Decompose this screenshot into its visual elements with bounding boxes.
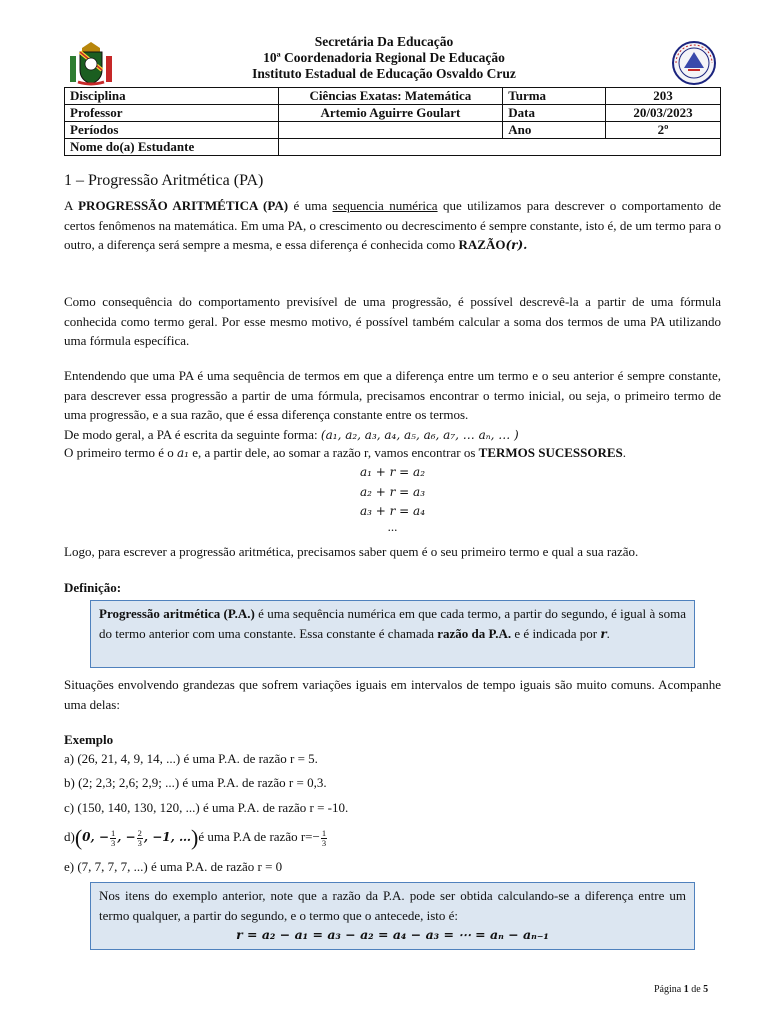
note-text: Nos itens do exemplo anterior, note que a razão da P.A. pode ser obtida calculando-se a diferença entre um termo qualquer, a partir do segundo, e o termo que o antecede, isto é: (99, 888, 686, 923)
intro-text-b: é uma (288, 198, 333, 213)
header-institute: Instituto Estadual de Educação Osvaldo Cruz (252, 66, 516, 81)
footer-of: de (691, 984, 701, 995)
example-d-text: é uma P.A de razão r=− (198, 829, 320, 844)
equations-block (64, 463, 721, 532)
consequence-paragraph: Como consequência do comportamento previsível de uma progressão, é possível descrevê-la a partir de uma fórmula conhecida como termo geral. Por esse mesmo motivo, é possível também calcular a soma dos termos de uma PA utilizando uma fórmula específica. (64, 294, 721, 348)
footer-page-number: 1 (683, 984, 689, 995)
situations-paragraph: Situações envolvendo grandezas que sofrem variações iguais em intervalos de tempo iguais são muito comuns. Acompanhe uma delas: (64, 677, 721, 712)
footer-total-pages: 5 (703, 984, 709, 995)
first-term-line (64, 443, 721, 464)
definition-ratio: razão da P.A. (437, 625, 512, 641)
first-term-text-a: O primeiro termo é o (64, 445, 177, 460)
info-table (64, 87, 721, 156)
frac-num: 1 (110, 827, 116, 838)
intro-paragraph (64, 196, 721, 256)
periods-label: Períodos (65, 122, 279, 139)
school-header (0, 34, 768, 82)
ratio-formula: r = a₂ − a₁ = a₃ − a₂ = a₄ − a₃ = ⋯ = aₙ − aₙ₋₁ (236, 927, 549, 942)
definition-paragraph: Entendendo que uma PA é uma sequência de termos em que a diferença entre um termo e o seu anterior é sempre constante, para descrever essa progressão a partir de uma fórmula, precisamos encontrar o termo inicial, ou seja, o primeiro termo de uma progressão, e a sua razão, que é essa diferença constante entre os termos. (64, 368, 721, 422)
header-coordination: 10ª Coordenadoria Regional De Educação (263, 50, 505, 65)
frac-num: 2 (137, 827, 142, 838)
class-value: 203 (606, 88, 721, 105)
definition-text-2: e é indicada por (511, 625, 601, 641)
discipline-value: Ciências Exatas: Matemática (278, 88, 503, 105)
periods-field[interactable] (278, 122, 503, 139)
fraction-ratio (321, 829, 327, 848)
teacher-value: Artemio Aguirre Goulart (278, 105, 503, 122)
example-b: b) (2; 2,3; 2,6; 2,9; ...) é uma P.A. de razão r = 0,3. (64, 775, 327, 790)
general-form-text: De modo geral, a PA é escrita da seguinte forma: (64, 427, 321, 442)
note-box (90, 882, 695, 950)
definition-box (90, 600, 695, 668)
example-d-prefix: d) (64, 829, 75, 844)
fraction-one-third (110, 829, 116, 848)
header-secretary: Secretária Da Educação (314, 34, 454, 49)
intro-underline: sequencia numérica (332, 198, 438, 213)
year-value: 2º (606, 122, 721, 139)
definition-text-1: é uma sequência numérica em que cada termo, a partir do segundo, é igual à soma do termo anterior com uma constante. Essa constante é chamada (99, 606, 686, 641)
intro-text-a: A (64, 198, 79, 213)
general-form-math: (a₁, a₂, a₃, a₄, a₅, a₆, a₇, … aₙ, … ) (320, 428, 519, 442)
definition-term: Progressão aritmética (P.A.) (99, 606, 255, 621)
equation-1: a₁ + r = a₂ (359, 465, 426, 479)
student-name-field[interactable] (278, 139, 720, 156)
frac-den: 3 (110, 837, 116, 848)
teacher-label: Professor (65, 105, 279, 122)
equation-2: a₂ + r = a₃ (359, 484, 426, 499)
class-label: Turma (503, 88, 606, 105)
example-a: a) (26, 21, 4, 9, 14, ...) é uma P.A. de razão r = 5. (64, 751, 318, 766)
intro-bold-razao: RAZÃO (458, 237, 506, 252)
definition-r: r (600, 626, 607, 641)
intro-text-c: que utilizamos para descrever o comportamento de certos fenômenos na matemática. Em uma PA, o crescimento ou decrescimento é sempre constante, isto é, de um termo para o outro, a diferença será sempre a mesma, e essa diferença é conhecida como (64, 198, 721, 252)
frac-den: 3 (321, 837, 327, 848)
example-d-zero: 0, − (82, 830, 109, 844)
intro-r: (r). (505, 238, 528, 252)
footer-label: Página (654, 984, 682, 995)
institute-seal-icon (670, 40, 718, 86)
example-d: d)(0, − $\frac{1}{3}$ , − $\frac{2}{3}$ , −1, …)é uma P.A de razão r=− $\frac{1}{3}$ (64, 825, 327, 851)
definition-end: . (606, 625, 610, 641)
student-name-label: Nome do(a) Estudante (65, 139, 279, 156)
section-title: 1 – Progressão Aritmética (PA) (64, 172, 264, 189)
first-term-math: a₁ (177, 446, 189, 460)
date-label: Data (503, 105, 606, 122)
example-c: c) (150, 140, 130, 120, ...) é uma P.A. de razão r = -10. (64, 800, 349, 815)
page-footer (654, 984, 708, 995)
example-d-minus: , − (117, 830, 136, 844)
frac-num: 1 (321, 827, 327, 838)
year-label: Ano (503, 122, 606, 139)
example-heading: Exemplo (64, 732, 114, 747)
first-term-end: . (622, 445, 627, 460)
first-term-text-b: e, a partir dele, ao somar a razão r, vamos encontrar os (188, 445, 479, 460)
equation-3: a₃ + r = a₄ (359, 504, 426, 518)
example-d-end: , −1, … (143, 830, 191, 844)
discipline-label: Disciplina (65, 88, 279, 105)
successor-terms: TERMOS SUCESSORES (478, 445, 623, 460)
definition-heading: Definição: (64, 580, 122, 595)
date-value: 20/03/2023 (606, 105, 721, 122)
equation-ellipsis: ... (387, 518, 398, 534)
frac-den: 3 (137, 837, 142, 848)
example-e: e) (7, 7, 7, 7, ...) é uma P.A. de razão r = 0 (64, 859, 283, 874)
conclusion-paragraph: Logo, para escrever a progressão aritmética, precisamos saber quem é o seu primeiro termo e qual a sua razão. (64, 544, 639, 559)
fraction-two-thirds (137, 829, 143, 848)
intro-bold-pa: PROGRESSÃO ARITMÉTICA (PA) (78, 198, 289, 213)
